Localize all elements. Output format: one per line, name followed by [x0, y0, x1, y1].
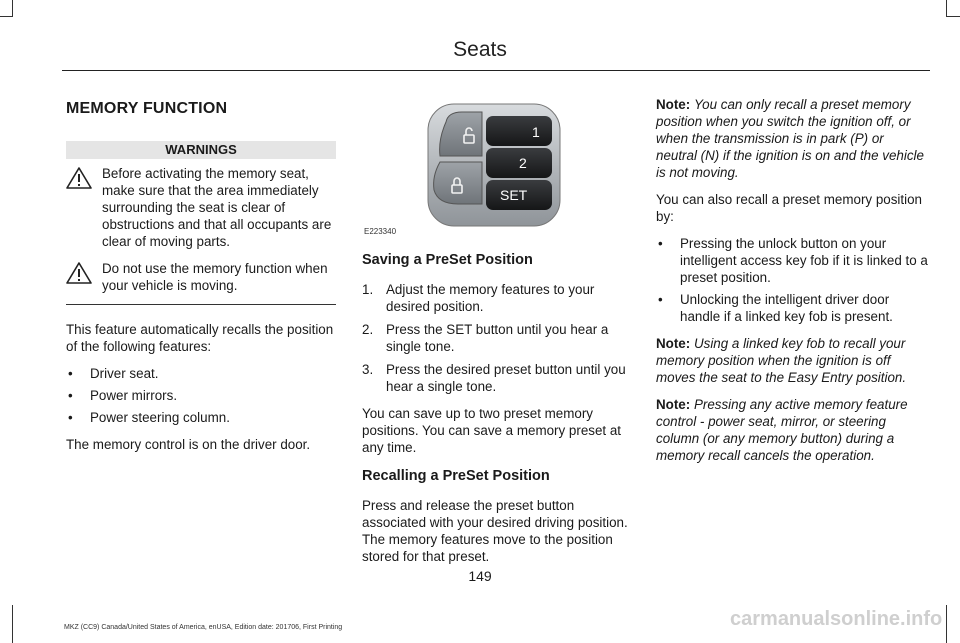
watermark: carmanualsonline.info: [730, 608, 943, 630]
note-label: Note:: [656, 397, 691, 412]
note-text: Pressing any active memory feature control - power seat, mirror, or steering column (or any memory button) during a memory recall cancels the operation.: [656, 397, 908, 463]
list-item: • Power steering column.: [66, 409, 336, 426]
list-item: [362, 361, 632, 395]
crop-mark: [0, 16, 13, 17]
location-paragraph: The memory control is on the driver door.: [66, 437, 311, 452]
edition-footer: MKZ (CC9) Canada/United States of America, enUSA, Edition date: 201706, First Printing: [64, 624, 343, 631]
crop-mark: [12, 605, 13, 643]
memory-control-illustration: [362, 100, 562, 228]
recall-methods-list: [656, 235, 928, 325]
note-paragraph: [656, 396, 928, 464]
memory-button-2: 2: [519, 155, 527, 171]
crop-mark: [946, 16, 960, 17]
features-list: [66, 365, 336, 426]
list-item: • Power mirrors.: [66, 387, 336, 404]
left-column: [66, 96, 336, 463]
header-divider: [62, 70, 930, 71]
step-text: Press the SET button until you hear a single tone.: [386, 322, 609, 354]
list-item: • Driver seat.: [66, 365, 336, 382]
save-note-paragraph: You can save up to two preset memory positions. You can save a memory preset at any time.: [362, 406, 622, 455]
intro-paragraph: This feature automatically recalls the position of the following features:: [66, 322, 334, 354]
crop-mark: [946, 0, 947, 16]
middle-column: [362, 100, 632, 575]
right-column: [656, 96, 928, 474]
recall-paragraph: Press and release the preset button associated with your desired driving position. The memory features move to the position stored for that preset.: [362, 498, 628, 564]
list-item: [362, 321, 632, 355]
note-text: You can only recall a preset memory position when you switch the ignition off, or when the transmission is in park (P) or neutral (N) if the ignition is on and the vehicle is not moving.: [656, 97, 924, 180]
crop-mark: [12, 0, 13, 16]
saving-subheading: Saving a PreSet Position: [362, 252, 533, 268]
list-item: • Unlocking the intelligent driver door handle if a linked key fob is present.: [656, 291, 928, 325]
step-number: 2.: [362, 322, 374, 337]
step-text: Adjust the memory features to your desired position.: [386, 282, 595, 314]
section-title: MEMORY FUNCTION: [66, 100, 228, 117]
note-label: Note:: [656, 336, 691, 351]
warning-item: [66, 260, 336, 294]
warning-triangle-icon: [66, 262, 92, 284]
list-item: • Pressing the unlock button on your intelligent access key fob if it is linked to a preset position.: [656, 235, 928, 286]
recalling-subheading: Recalling a PreSet Position: [362, 468, 550, 484]
warning-item: [66, 165, 336, 250]
memory-buttons-figure: [362, 100, 562, 240]
saving-steps: [362, 281, 632, 395]
step-number: 3.: [362, 362, 374, 377]
step-text: Press the desired preset button until you hear a single tone.: [386, 362, 626, 394]
note-text: Using a linked key fob to recall your memory position when the ignition is off moves the seat to the Easy Entry position.: [656, 336, 907, 385]
crop-mark: [946, 605, 947, 643]
warnings-divider: [66, 304, 336, 305]
set-button: SET: [500, 187, 528, 203]
note-paragraph: [656, 335, 928, 386]
warnings-header: WARNINGS: [66, 141, 336, 159]
step-number: 1.: [362, 282, 374, 297]
warning-text: Do not use the memory function when your vehicle is moving.: [102, 261, 328, 293]
note-paragraph: [656, 96, 928, 181]
warning-triangle-icon: [66, 167, 92, 189]
memory-button-1: 1: [532, 124, 540, 140]
page-title: Seats: [453, 38, 507, 61]
page-number: 149: [468, 568, 492, 584]
recall-by-paragraph: You can also recall a preset memory position by:: [656, 192, 922, 224]
list-item: [362, 281, 632, 315]
warning-text: Before activating the memory seat, make sure that the area immediately surrounding the seat is clear of obstructions and that all occupants are clear of moving parts.: [102, 166, 332, 249]
figure-code: E223340: [364, 227, 397, 236]
note-label: Note:: [656, 97, 691, 112]
